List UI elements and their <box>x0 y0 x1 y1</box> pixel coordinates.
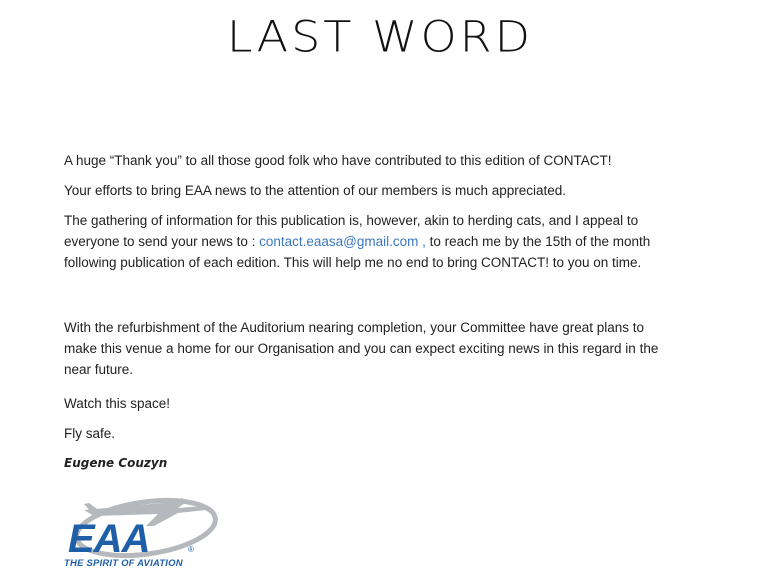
fly-safe-text: Fly safe. <box>64 426 116 441</box>
auditorium-line-3: near future. <box>64 362 134 377</box>
thank-you-text: A huge “Thank you” to all those good folk who have contributed to this edition of CONTACT! <box>64 153 612 168</box>
efforts-text: Your efforts to bring EAA news to the attention of our members is much appreciated. <box>64 183 567 198</box>
efforts-paragraph <box>64 180 724 201</box>
thank-you-paragraph <box>64 150 724 171</box>
auditorium-line-2: make this venue a home for our Organisation and you can expect exciting news in this regard in the <box>64 341 659 356</box>
submission-line-3: following publication of each edition. This will help me no end to bring CONTACT! to you on time. <box>64 255 642 270</box>
contact-email-link[interactable]: contact.eaasa@gmail.com , <box>259 234 426 249</box>
logo-tagline: THE SPIRIT OF AVIATION <box>64 558 183 569</box>
logo-wordmark: EAA <box>68 517 150 561</box>
submission-line-2-end: to reach me by the 15th of the month <box>425 234 651 249</box>
registered-mark: ® <box>188 545 194 554</box>
submission-paragraph <box>64 210 724 273</box>
page-title: LAST WORD <box>226 12 534 62</box>
fly-safe-paragraph <box>64 423 724 444</box>
watch-paragraph <box>64 393 724 414</box>
submission-line-2-start: everyone to send your news to : <box>64 234 260 249</box>
auditorium-line-1: With the refurbishment of the Auditorium nearing completion, your Committee have great plans to <box>64 320 645 335</box>
auditorium-paragraph <box>64 317 724 380</box>
submission-line-2 <box>64 231 724 252</box>
signature: Eugene Couzyn <box>64 456 168 470</box>
watch-text: Watch this space! <box>64 396 171 411</box>
submission-line-1: The gathering of information for this publication is, however, akin to herding cats, and I appeal to <box>64 213 639 228</box>
